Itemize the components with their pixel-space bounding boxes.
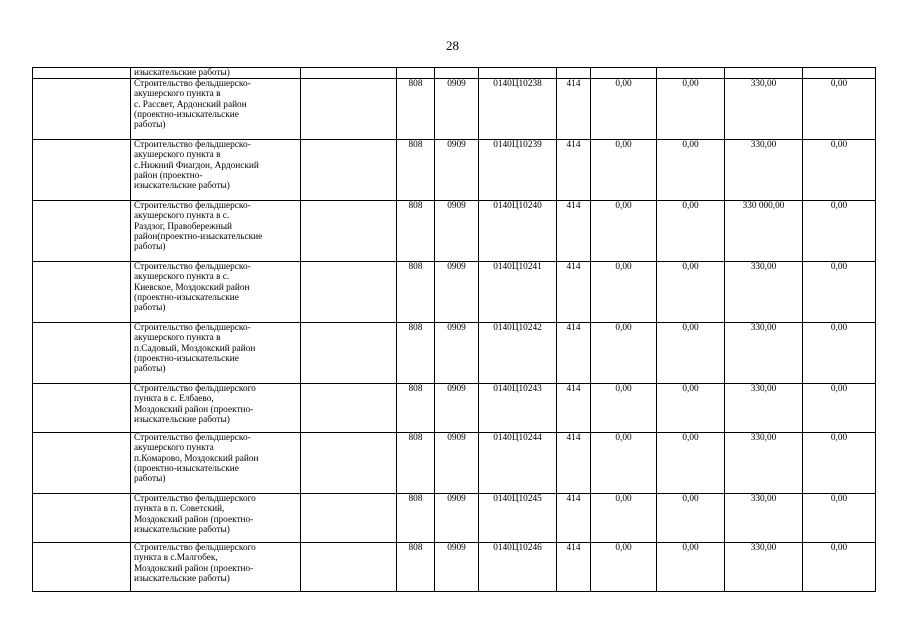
target-article-cell: 0140Ц10243	[479, 384, 557, 433]
amount-1-cell: 0,00	[591, 140, 657, 201]
blank-cell	[301, 140, 397, 201]
ministry-code-cell: 808	[397, 543, 435, 592]
amount-3-cell: 330,00	[725, 384, 803, 433]
ministry-code-cell: 808	[397, 433, 435, 494]
table-row	[33, 68, 876, 79]
blank-cell	[33, 384, 131, 433]
ministry-code-cell: 808	[397, 323, 435, 384]
item-name-cell: Строительство фельдшерско- акушерского пункта в с. Киевское, Моздокский район (проектно-изыскательские работы)	[131, 262, 301, 323]
item-name-cell: Строительство фельдшерско- акушерского пункта в п.Садовый, Моздокский район (проектно-изыскательские работы)	[131, 323, 301, 384]
item-name-cell: изыскательские работы)	[131, 68, 301, 79]
amount-4-cell: 0,00	[803, 433, 876, 494]
amount-3-cell: 330 000,00	[725, 201, 803, 262]
target-article-cell: 0140Ц10245	[479, 494, 557, 543]
blank-cell	[301, 384, 397, 433]
amount-2-cell: 0,00	[657, 79, 725, 140]
amount-4-cell: 0,00	[803, 323, 876, 384]
amount-3-cell: 330,00	[725, 262, 803, 323]
item-name-cell: Строительство фельдшерско- акушерского пункта в с. Раздзог, Правобережный район(проектно-изыскательские работы)	[131, 201, 301, 262]
ministry-code-cell	[397, 68, 435, 79]
target-article-cell: 0140Ц10246	[479, 543, 557, 592]
amount-4-cell: 0,00	[803, 79, 876, 140]
expense-type-cell: 414	[557, 79, 591, 140]
amount-2-cell: 0,00	[657, 494, 725, 543]
blank-cell	[33, 140, 131, 201]
expense-type-cell: 414	[557, 140, 591, 201]
section-code-cell: 0909	[435, 384, 479, 433]
section-code-cell: 0909	[435, 543, 479, 592]
ministry-code-cell: 808	[397, 79, 435, 140]
amount-1-cell: 0,00	[591, 494, 657, 543]
blank-cell	[33, 262, 131, 323]
amount-3-cell: 330,00	[725, 433, 803, 494]
blank-cell	[301, 68, 397, 79]
amount-4-cell: 0,00	[803, 384, 876, 433]
item-name-cell: Строительство фельдшерского пункта в с. Елбаево, Моздокский район (проектно- изыскательские работы)	[131, 384, 301, 433]
blank-cell	[33, 433, 131, 494]
table-row	[33, 140, 876, 201]
table-row	[33, 384, 876, 433]
blank-cell	[33, 543, 131, 592]
target-article-cell: 0140Ц10240	[479, 201, 557, 262]
section-code-cell: 0909	[435, 494, 479, 543]
target-article-cell: 0140Ц10241	[479, 262, 557, 323]
amount-2-cell: 0,00	[657, 140, 725, 201]
amount-1-cell: 0,00	[591, 79, 657, 140]
amount-3-cell	[725, 68, 803, 79]
expense-type-cell: 414	[557, 384, 591, 433]
section-code-cell: 0909	[435, 433, 479, 494]
table-row	[33, 543, 876, 592]
table-row	[33, 494, 876, 543]
blank-cell	[33, 201, 131, 262]
ministry-code-cell: 808	[397, 494, 435, 543]
table-row	[33, 323, 876, 384]
page-number: 28	[446, 38, 459, 53]
amount-2-cell: 0,00	[657, 384, 725, 433]
blank-cell	[301, 79, 397, 140]
section-code-cell: 0909	[435, 140, 479, 201]
ministry-code-cell: 808	[397, 262, 435, 323]
section-code-cell: 0909	[435, 79, 479, 140]
amount-1-cell: 0,00	[591, 384, 657, 433]
ministry-code-cell: 808	[397, 384, 435, 433]
item-name-cell: Строительство фельдшерско- акушерского пункта п.Комарово, Моздокский район (проектно-изыскательские работы)	[131, 433, 301, 494]
target-article-cell	[479, 68, 557, 79]
section-code-cell: 0909	[435, 201, 479, 262]
blank-cell	[301, 323, 397, 384]
amount-3-cell: 330,00	[725, 323, 803, 384]
amount-3-cell: 330,00	[725, 79, 803, 140]
amount-3-cell: 330,00	[725, 494, 803, 543]
expense-type-cell	[557, 68, 591, 79]
table-row	[33, 433, 876, 494]
section-code-cell	[435, 68, 479, 79]
amount-2-cell	[657, 68, 725, 79]
section-code-cell: 0909	[435, 323, 479, 384]
amount-2-cell: 0,00	[657, 262, 725, 323]
blank-cell	[301, 494, 397, 543]
target-article-cell: 0140Ц10242	[479, 323, 557, 384]
table-row	[33, 201, 876, 262]
amount-1-cell: 0,00	[591, 323, 657, 384]
blank-cell	[33, 79, 131, 140]
amount-1-cell: 0,00	[591, 433, 657, 494]
blank-cell	[301, 433, 397, 494]
target-article-cell: 0140Ц10239	[479, 140, 557, 201]
amount-1-cell: 0,00	[591, 543, 657, 592]
amount-4-cell: 0,00	[803, 262, 876, 323]
section-code-cell: 0909	[435, 262, 479, 323]
amount-4-cell: 0,00	[803, 201, 876, 262]
blank-cell	[301, 262, 397, 323]
amount-4-cell: 0,00	[803, 140, 876, 201]
blank-cell	[301, 201, 397, 262]
amount-1-cell	[591, 68, 657, 79]
amount-2-cell: 0,00	[657, 433, 725, 494]
amount-1-cell: 0,00	[591, 262, 657, 323]
expense-type-cell: 414	[557, 323, 591, 384]
ministry-code-cell: 808	[397, 201, 435, 262]
amount-4-cell: 0,00	[803, 494, 876, 543]
blank-cell	[33, 323, 131, 384]
amount-3-cell: 330,00	[725, 543, 803, 592]
expense-type-cell: 414	[557, 543, 591, 592]
expense-type-cell: 414	[557, 433, 591, 494]
blank-cell	[301, 543, 397, 592]
amount-3-cell: 330,00	[725, 140, 803, 201]
budget-table	[32, 67, 876, 592]
amount-2-cell: 0,00	[657, 543, 725, 592]
amount-2-cell: 0,00	[657, 323, 725, 384]
amount-4-cell	[803, 68, 876, 79]
blank-cell	[33, 494, 131, 543]
target-article-cell: 0140Ц10244	[479, 433, 557, 494]
expense-type-cell: 414	[557, 494, 591, 543]
amount-1-cell: 0,00	[591, 201, 657, 262]
expense-type-cell: 414	[557, 262, 591, 323]
table-row	[33, 79, 876, 140]
ministry-code-cell: 808	[397, 140, 435, 201]
table-row	[33, 262, 876, 323]
item-name-cell: Строительство фельдшерского пункта в с.Малгобек, Моздокский район (проектно- изыскательские работы)	[131, 543, 301, 592]
amount-2-cell: 0,00	[657, 201, 725, 262]
expense-type-cell: 414	[557, 201, 591, 262]
target-article-cell: 0140Ц10238	[479, 79, 557, 140]
blank-cell	[33, 68, 131, 79]
item-name-cell: Строительство фельдшерско- акушерского пункта в с.Нижний Фиагдон, Ардонский район (проектно- изыскательские работы)	[131, 140, 301, 201]
amount-4-cell: 0,00	[803, 543, 876, 592]
item-name-cell: Строительство фельдшерского пункта в п. Советский, Моздокский район (проектно- изыскательские работы)	[131, 494, 301, 543]
item-name-cell: Строительство фельдшерско- акушерского пункта в с. Рассвет, Ардонский район (проектно-изыскательские работы)	[131, 79, 301, 140]
